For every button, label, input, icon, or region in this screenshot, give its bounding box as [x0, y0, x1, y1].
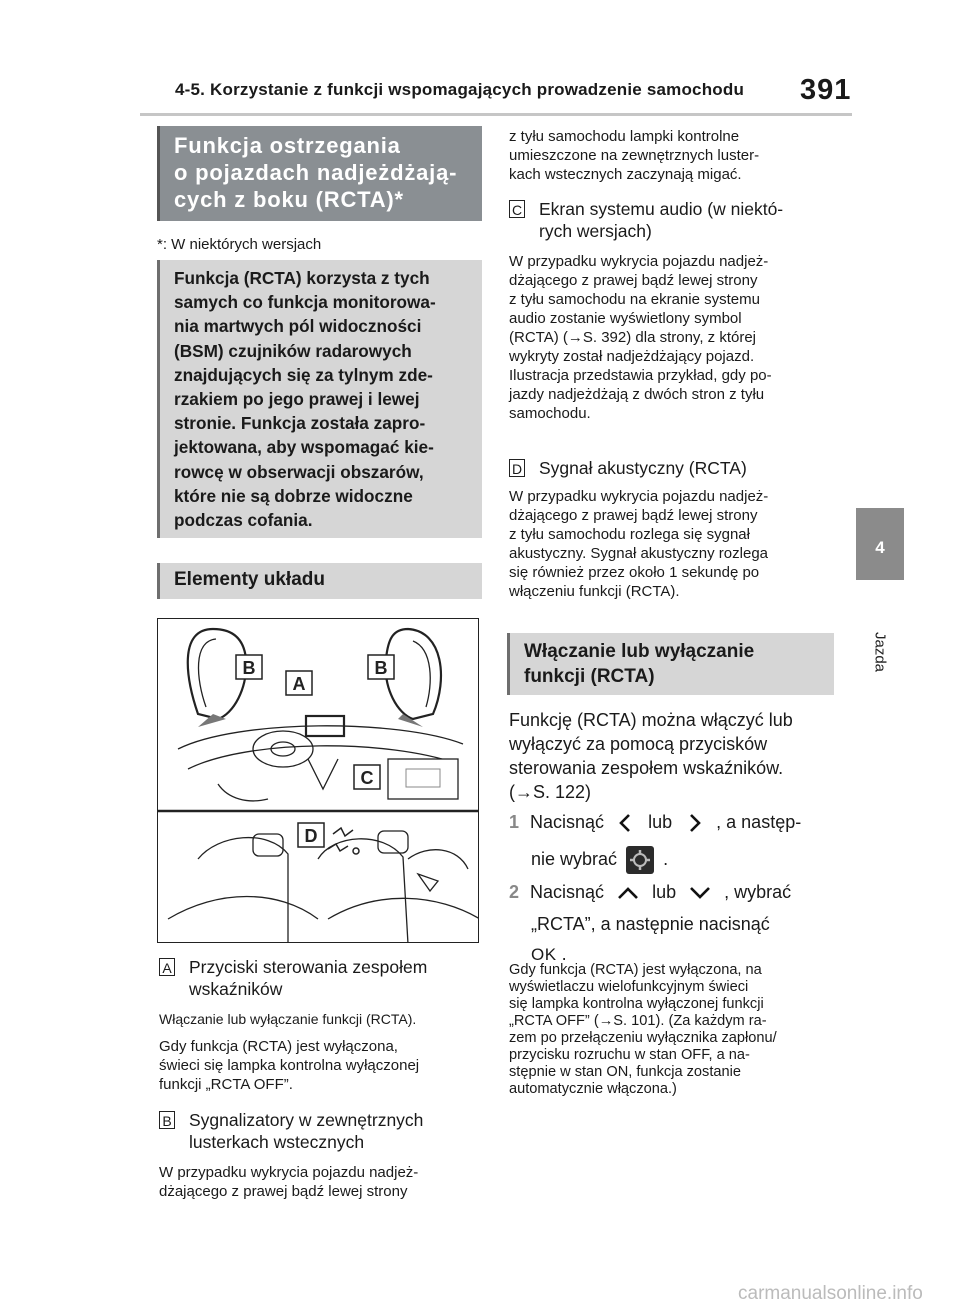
ok-button-label: OK	[531, 945, 557, 964]
intro-box	[157, 260, 482, 538]
badge-c: C	[509, 200, 525, 218]
note-text: Gdy funkcja (RCTA) jest wyłączona, na wyświetlaczu wielofunkcyjnym świeci się lampka kontrolna wyłączonej funkcji „RCTA OFF” (→S. 101). (Za każdym ra- zem po przełączeniu wyłącznika zapłonu/ przycisku rozruchu w stan OFF, a na- stępnie w stan ON, funkcja zostanie automatycznie włączona.)	[509, 962, 777, 1097]
figure-label-b-left: B	[242, 658, 256, 678]
section-header: 4-5. Korzystanie z funkcji wspomagających prowadzenie samochodu	[175, 80, 745, 99]
settings-gear-icon	[626, 846, 654, 874]
item-b	[159, 1109, 479, 1201]
page-number: 391	[800, 74, 852, 106]
chevron-down-icon	[687, 884, 713, 902]
chevron-up-icon	[615, 884, 641, 902]
item-d-heading: Sygnał akustyczny (RCTA)	[539, 458, 747, 478]
figure-label-c: C	[360, 768, 374, 788]
item-c-body: W przypadku wykrycia pojazdu nadjeż- dżającego z prawej bądź lewej strony z tyłu samochodu na ekranie systemu audio zostanie wyświetlony symbol (RCTA) (→S. 392) dla strony, z której wykryty został nadjeżdżający pojazd. Ilustracja przedstawia przykład, gdy po- jazdy nadjeżdżają z dwóch stron z tyłu samochodu.	[509, 253, 772, 422]
item-c-heading: Ekran systemu audio (w niektó- rych wersjach)	[539, 199, 784, 241]
item-a-sub: Włączanie lub wyłączanie funkcji (RCTA).	[159, 1011, 417, 1027]
item-a	[159, 956, 479, 1094]
item-b-heading: Sygnalizatory w zewnętrznych lusterkach wstecznych	[189, 1110, 424, 1152]
badge-a: A	[159, 958, 175, 976]
onoff-heading-box	[507, 633, 834, 695]
section-title: Funkcja ostrzegania o pojazdach nadjeżdżają- cych z boku (RCTA)*	[174, 133, 458, 212]
step-1: 1 Nacisnąć lub , a następ- nie wybrać .	[509, 810, 839, 874]
item-a-body: Gdy funkcja (RCTA) jest wyłączona, świeci się lampka kontrolna wyłączonej funkcji „RCTA OFF”.	[159, 1038, 420, 1093]
figure-label-b-right: B	[374, 658, 388, 678]
badge-d: D	[509, 459, 525, 477]
chevron-right-icon	[683, 812, 705, 834]
elements-heading-box	[157, 563, 482, 599]
item-a-heading: Przyciski sterowania zespołem wskaźników	[189, 957, 428, 999]
watermark: carmanualsonline.info	[738, 1283, 923, 1304]
system-illustration	[157, 618, 479, 943]
item-c	[509, 198, 839, 423]
illustration-svg	[158, 619, 479, 943]
intro-text: Funkcja (RCTA) korzysta z tych samych co funkcja monitorowa- nia martwych pól widoczności (BSM) czujników radarowych znajdujących się za tylnym zde- rzakiem po jego prawej i lewej stronie. Funkcja została zapro- jektowana, aby wspomagać kie- rowcę w obserwacji obszarów, które nie są dobrze widoczne podczas cofania.	[174, 268, 436, 531]
chapter-tab: 4	[856, 508, 904, 580]
figure-label-a: A	[292, 674, 306, 694]
chevron-left-icon	[615, 812, 637, 834]
footnote: *: W niektórych wersjach	[157, 236, 322, 253]
badge-b: B	[159, 1111, 175, 1129]
item-d-body: W przypadku wykrycia pojazdu nadjeż- dżającego z prawej bądź lewej strony z tyłu samochodu rozlega się sygnał akustyczny. Sygnał akustyczny rozlega się również przez około 1 sekundę po włączeniu funkcji (RCTA).	[509, 488, 769, 600]
header-rule	[140, 113, 852, 116]
item-d	[509, 457, 839, 601]
step-2: 2 Nacisnąć lub , wybrać „RCTA”, a następnie nacisnąć OK .	[509, 882, 792, 964]
step-2-number: 2	[509, 882, 520, 902]
elements-heading: Elementy układu	[174, 569, 325, 590]
figure-label-d: D	[304, 826, 318, 846]
item-b-continued: z tyłu samochodu lampki kontrolne umieszczone na zewnętrznych luster- kach wstecznych zaczynają migać.	[509, 128, 760, 183]
section-title-box	[157, 126, 482, 221]
onoff-intro: Funkcję (RCTA) można włączyć lub wyłączyć za pomocą przycisków sterowania zespołem wskaźników. (→S. 122)	[509, 710, 793, 802]
item-b-body: W przypadku wykrycia pojazdu nadjeż- dżającego z prawej bądź lewej strony	[159, 1164, 419, 1200]
step-1-number: 1	[509, 812, 520, 832]
chapter-label: Jazda	[871, 631, 889, 673]
onoff-heading: Włączanie lub wyłączanie funkcji (RCTA)	[524, 641, 755, 687]
